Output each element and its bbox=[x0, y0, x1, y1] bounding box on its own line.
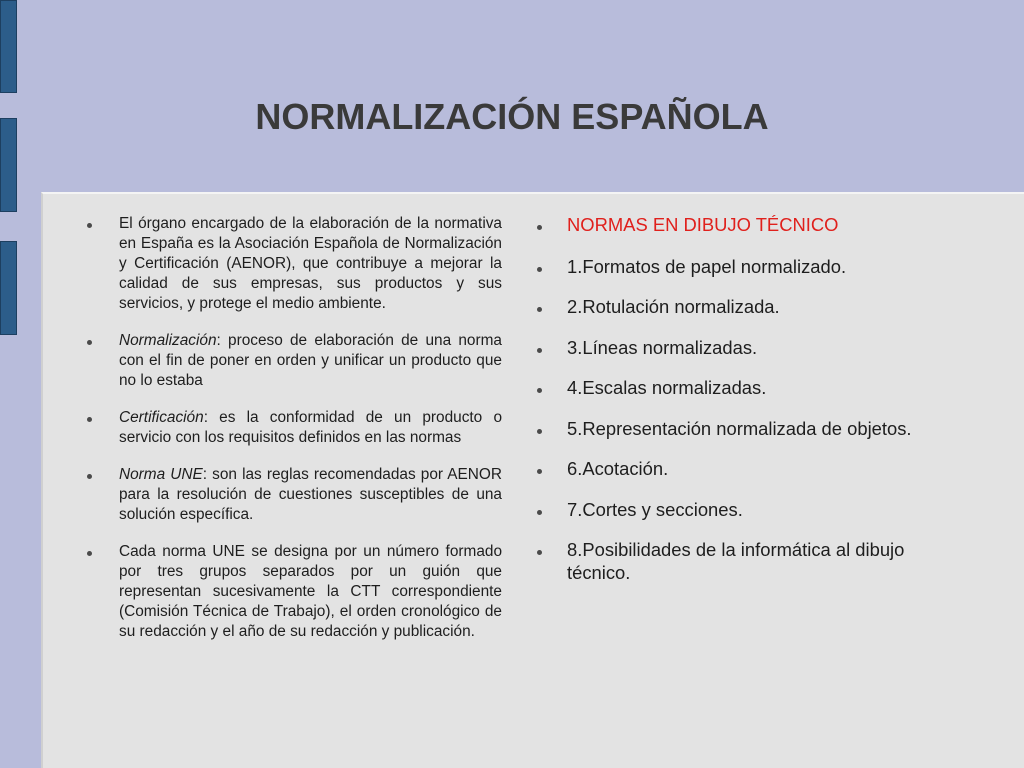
list-item bbox=[78, 331, 502, 391]
item-text: Cada norma UNE se designa por un número formado por tres grupos separados por un guión que representan sucesivamente la CTT correspondiente (Comisión Técnica de Trabajo), el orden cronológico de su redacción y el año de su redacción y publicación. bbox=[119, 543, 502, 640]
bullet-icon bbox=[537, 267, 542, 272]
item-term: Normalización bbox=[119, 332, 217, 349]
bullet-icon bbox=[537, 510, 542, 515]
bullet-icon bbox=[87, 551, 92, 556]
decorative-bar bbox=[0, 241, 17, 335]
decorative-bar bbox=[0, 0, 17, 93]
item-text: : es la conformidad de un producto o servicio con los requisitos definidos en las normas bbox=[119, 409, 502, 446]
list-item bbox=[78, 408, 502, 448]
item-text: 1.Formatos de papel normalizado. bbox=[567, 255, 847, 277]
slide-title: NORMALIZACIÓN ESPAÑOLA bbox=[255, 96, 769, 137]
item-text: El órgano encargado de la elaboración de la normativa en España es la Asociación Española de Normalización y Certificación (AENOR), que contribuye a mejorar la calidad de sus empresas, sus productos y sus servicios, y protege el medio ambiente. bbox=[119, 215, 502, 312]
list-item bbox=[530, 256, 970, 279]
item-text: 3.Líneas normalizadas. bbox=[567, 336, 758, 358]
item-text: 7.Cortes y secciones. bbox=[567, 498, 743, 520]
item-text: 4.Escalas normalizadas. bbox=[567, 377, 767, 398]
bullet-icon bbox=[87, 474, 92, 479]
bullet-icon bbox=[537, 225, 542, 230]
list-item-heading bbox=[530, 214, 970, 237]
list-item bbox=[530, 499, 970, 522]
item-text: 8.Posibilidades de la informática al dibujo técnico. bbox=[567, 539, 905, 583]
list-item bbox=[530, 337, 970, 360]
list-item bbox=[530, 296, 970, 319]
list-item bbox=[78, 542, 502, 642]
list-item bbox=[530, 418, 970, 441]
right-bullet-list bbox=[530, 214, 970, 602]
bullet-icon bbox=[537, 348, 542, 353]
bullet-icon bbox=[537, 429, 542, 434]
item-text: 2.Rotulación normalizada. bbox=[567, 296, 780, 317]
bullet-icon bbox=[537, 388, 542, 393]
bullet-icon bbox=[87, 340, 92, 345]
bullet-icon bbox=[537, 550, 542, 555]
item-text: 5.Representación normalizada de objetos. bbox=[567, 417, 912, 439]
list-item bbox=[530, 458, 970, 481]
list-item bbox=[78, 214, 502, 314]
item-term: Certificación bbox=[119, 409, 204, 426]
item-text: : son las reglas recomendadas por AENOR para la resolución de cuestiones susceptibles de una solución específica. bbox=[119, 466, 503, 523]
list-item bbox=[78, 465, 502, 525]
bullet-icon bbox=[537, 307, 542, 312]
item-text: 6.Acotación. bbox=[567, 458, 669, 479]
bullet-icon bbox=[87, 417, 92, 422]
bullet-icon bbox=[537, 469, 542, 474]
bullet-icon bbox=[87, 223, 92, 228]
list-item bbox=[530, 377, 970, 400]
list-item bbox=[530, 539, 970, 584]
left-bullet-list bbox=[78, 214, 502, 659]
item-text: NORMAS EN DIBUJO TÉCNICO bbox=[567, 214, 839, 235]
item-text: : proceso de elaboración de una norma con el fin de poner en orden y unificar un producto que no lo estaba bbox=[119, 332, 502, 389]
item-term: Norma UNE bbox=[119, 466, 203, 483]
